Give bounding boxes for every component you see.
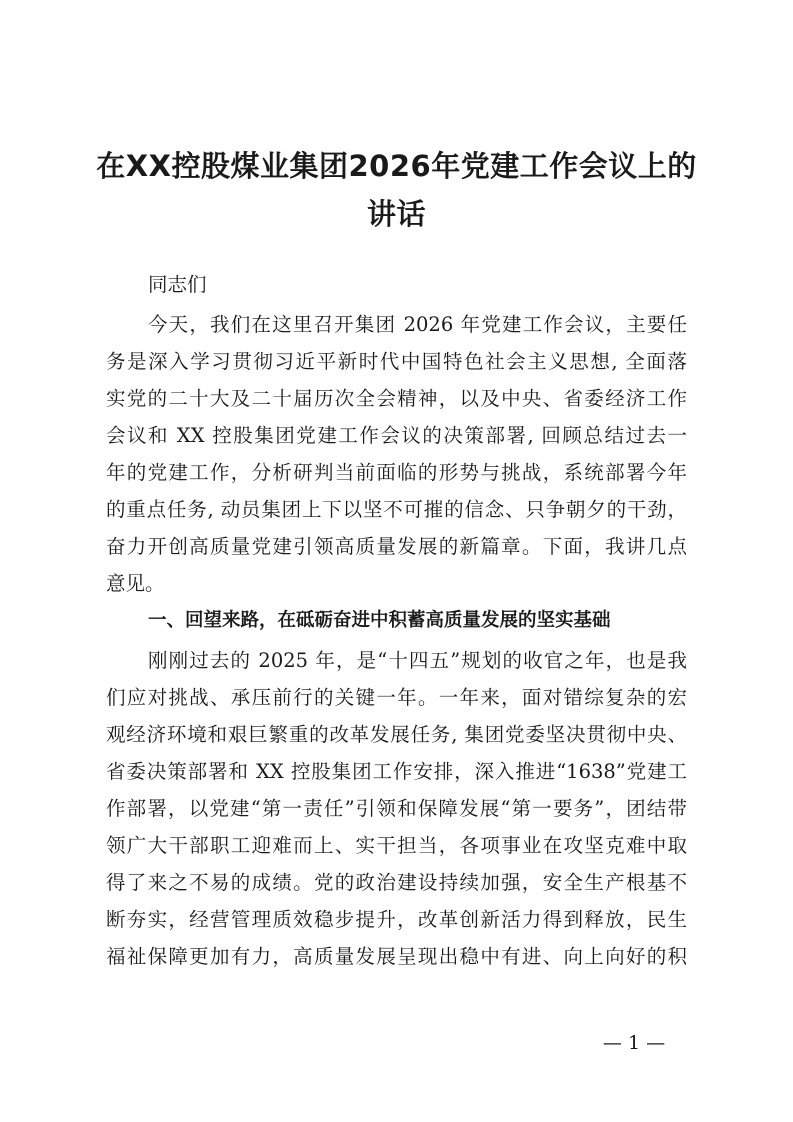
section-paragraph-line: 作部署，以党建“第一责任”引领和保障发展“第一要务”，团结带	[106, 797, 687, 820]
section-paragraph-line: 观经济环境和艰巨繁重的改革发展任务, 集团党委坚决贯彻中央、	[106, 723, 687, 746]
intro-paragraph-line: 奋力开创高质量党建引领高质量发展的新篇章。下面，我讲几点	[106, 535, 687, 558]
intro-paragraph-line: 意见。	[106, 572, 165, 595]
intro-paragraph-line: 年的党建工作，分析研判当前面临的形势与挑战，系统部署今年	[106, 461, 687, 484]
salutation: 同志们	[148, 273, 207, 296]
document-title-line-2: 讲话	[366, 197, 426, 231]
document-title-line-1: 在XX控股煤业集团2026年党建工作会议上的	[96, 149, 697, 183]
section-paragraph-line: 福祉保障更加有力，高质量发展呈现出稳中有进、向上向好的积	[106, 945, 687, 968]
intro-paragraph-line: 务是深入学习贯彻习近平新时代中国特色社会主义思想, 全面落	[106, 350, 687, 373]
section-paragraph-line: 断夯实，经营管理质效稳步提升，改革创新活力得到释放，民生	[106, 908, 687, 931]
section-paragraph-line: 领广大干部职工迎难而上、实干担当，各项事业在攻坚克难中取	[106, 834, 687, 857]
intro-paragraph-line: 今天，我们在这里召开集团 2026 年党建工作会议，主要任	[148, 313, 687, 336]
section-paragraph-line: 省委决策部署和 XX 控股集团工作安排，深入推进“1638”党建工	[106, 760, 687, 783]
section-heading: 一、回望来路，在砥砺奋进中积蓄高质量发展的坚实基础	[148, 610, 611, 631]
section-paragraph-line: 们应对挑战、承压前行的关键一年。一年来，面对错综复杂的宏	[106, 686, 687, 709]
intro-paragraph-line: 实党的二十大及二十届历次全会精神，以及中央、省委经济工作	[106, 387, 687, 410]
intro-paragraph-line: 的重点任务, 动员集团上下以坚不可摧的信念、只争朝夕的干劲，	[106, 498, 687, 521]
intro-paragraph-line: 会议和 XX 控股集团党建工作会议的决策部署, 回顾总结过去一	[106, 424, 687, 447]
page-number: — 1 —	[602, 1032, 666, 1054]
section-paragraph-line: 得了来之不易的成绩。党的政治建设持续加强，安全生产根基不	[106, 871, 687, 894]
section-paragraph-line: 刚刚过去的 2025 年，是“十四五”规划的收官之年，也是我	[148, 649, 687, 672]
